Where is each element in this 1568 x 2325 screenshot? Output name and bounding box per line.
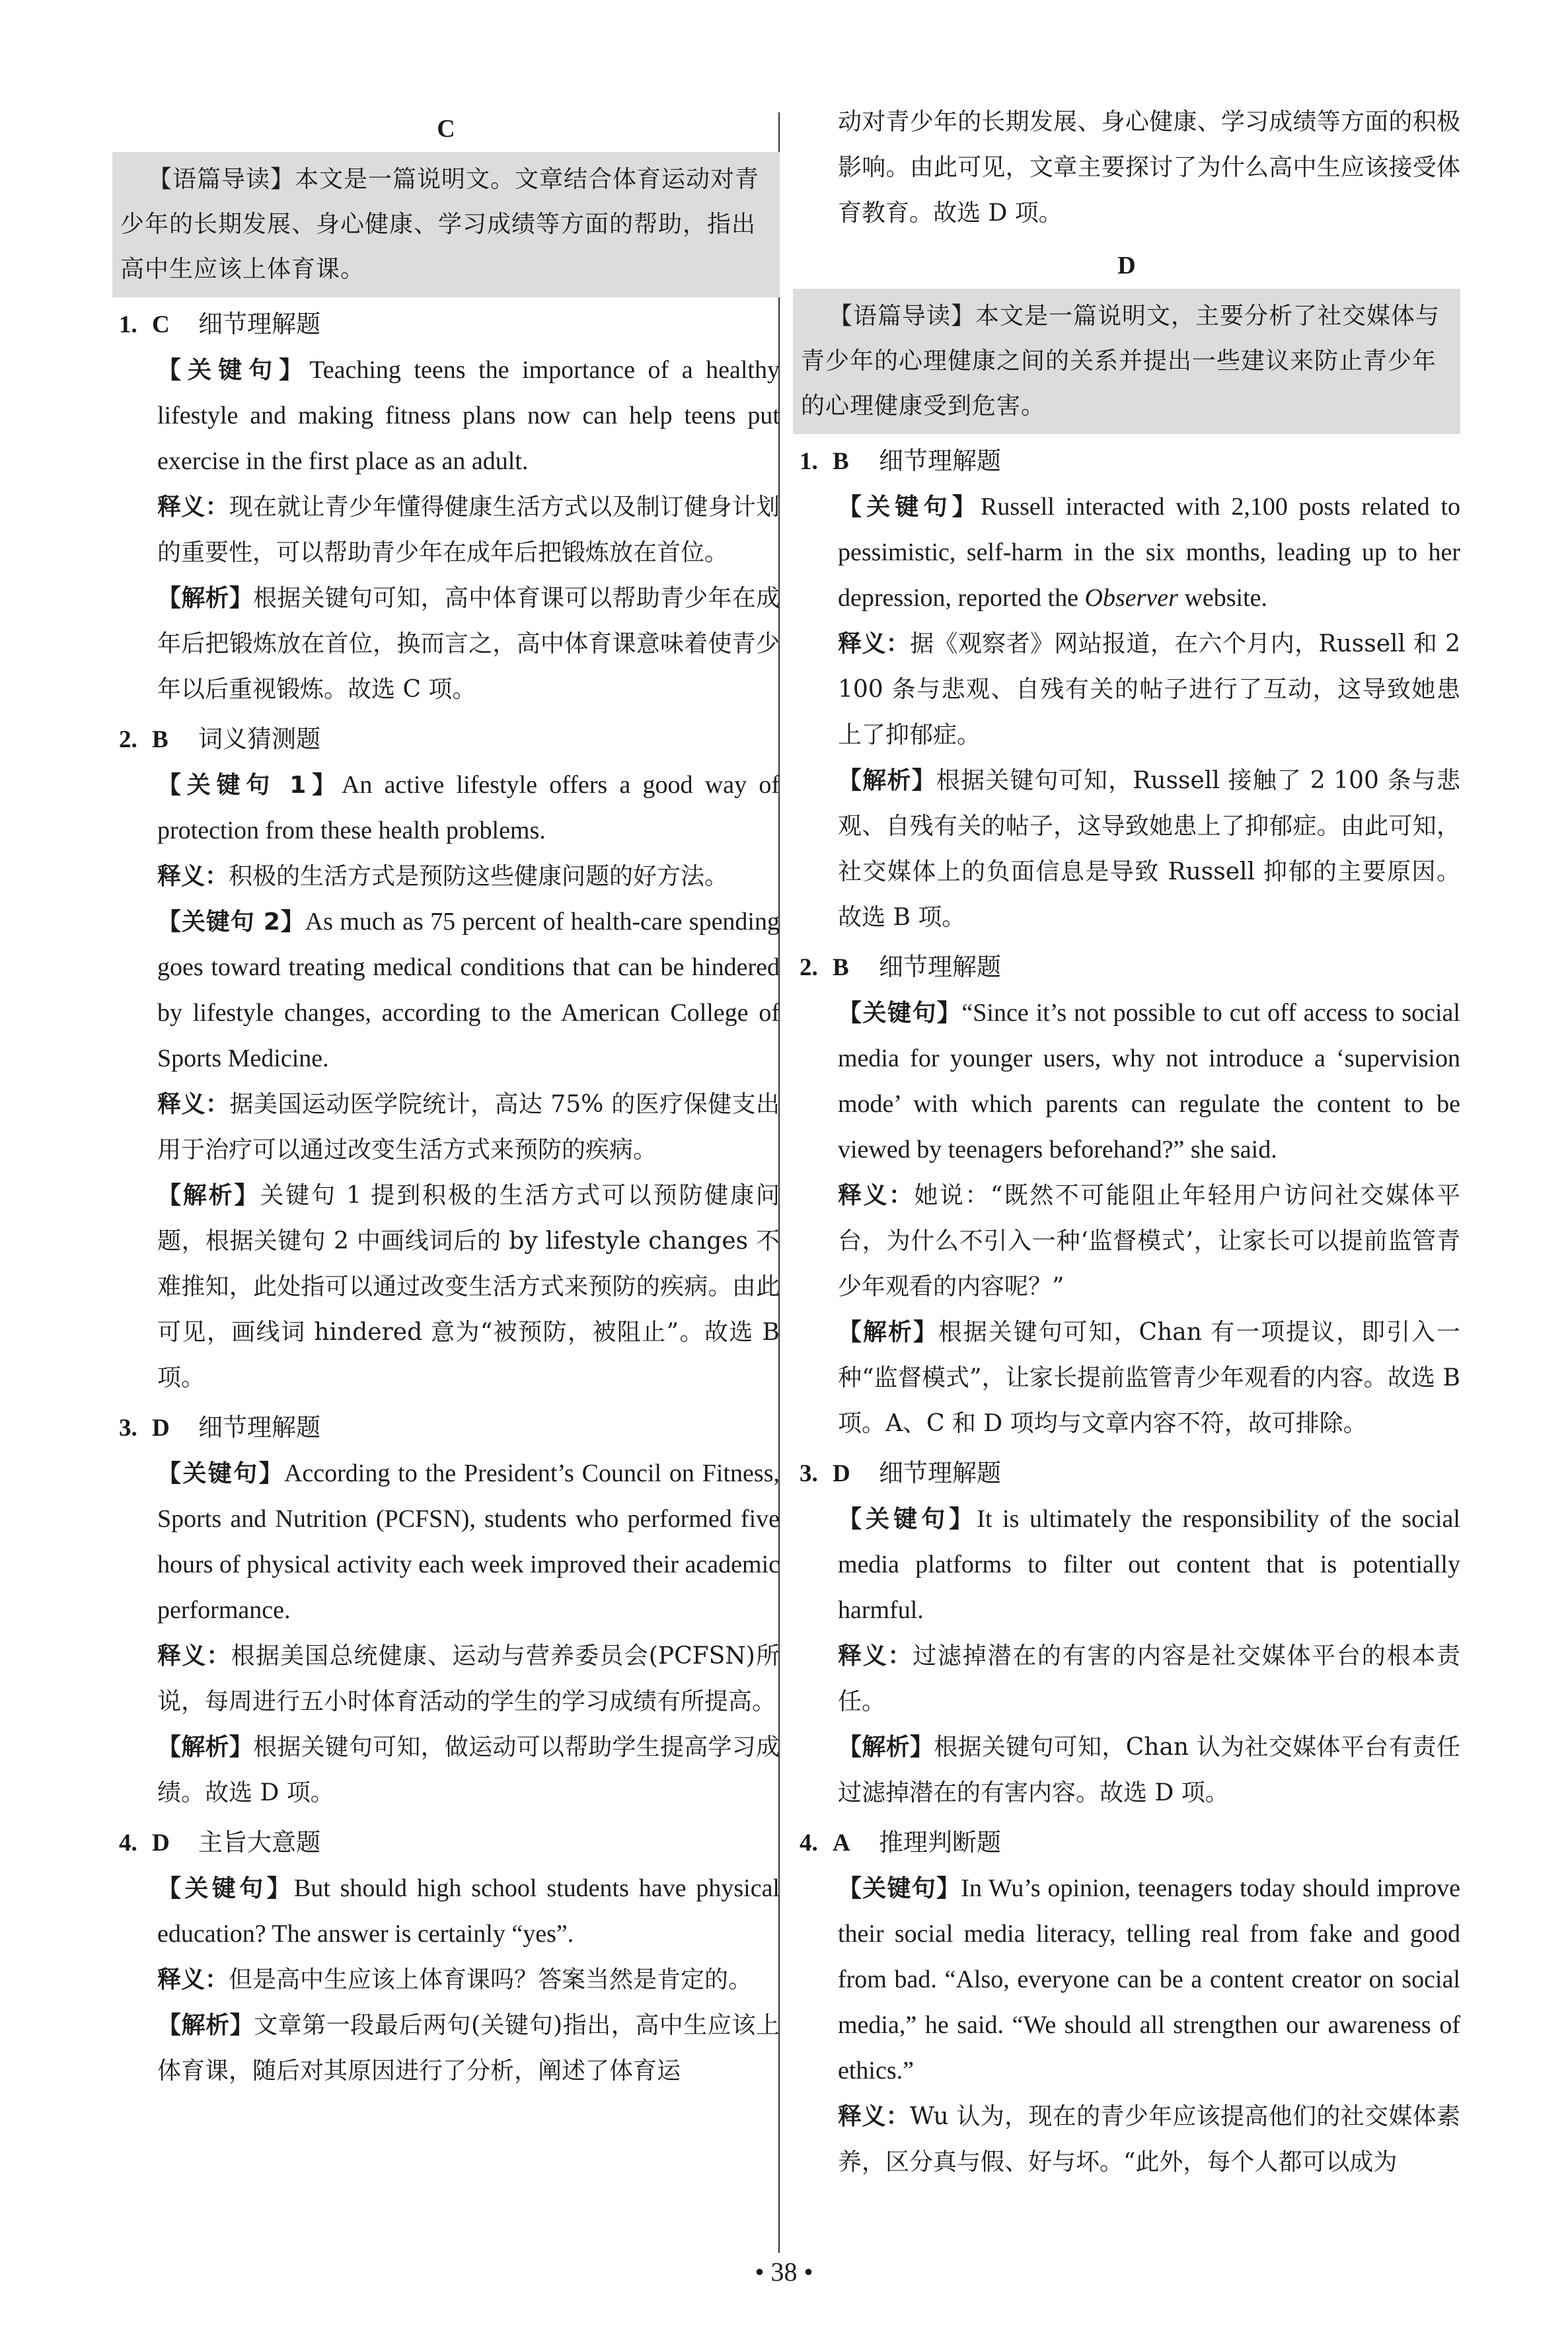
analysis: 【解析】关键句 1 提到积极的生活方式可以预防健康问题，根据关键句 2 中画线词后的 by lifestyle changes 不难推知，此处指可以通过改变生活方式来预防的疾病。由此可见，画线词 hindered 意为“被预防，被阻止”。故选 B 项。: [157, 1182, 780, 1391]
question-type: 细节理解题: [198, 310, 320, 338]
key-sentence: 【关键句】“Since it’s not possible to cut off access to social media for younger users, why not introduce a ‘supervision mode’ with which parents can regulate the content to be viewed by teenagers beforehand?” she said.: [838, 999, 1460, 1163]
explanation: 释义：过滤掉潜在的有害的内容是社交媒体平台的根本责任。: [838, 1642, 1460, 1715]
explanation: 释义：据《观察者》网站报道，在六个月内，Russell 和 2 100 条与悲观、自残有关的帖子进行了互动，这导致她患上了抑郁症。: [838, 630, 1460, 749]
question-type: 推理判断题: [879, 1828, 1001, 1857]
section-title-d: D: [1117, 252, 1136, 279]
analysis: 【解析】文章第一段最后两句(关键句)指出，高中生应该上体育课，随后对其原因进行了分析，阐述了体育运: [157, 2012, 780, 2085]
analysis: 【解析】根据关键句可知，做运动可以帮助学生提高学习成绩。故选 D 项。: [157, 1734, 780, 1806]
question-2: [793, 944, 1460, 1446]
key-sentence: 【关键句】According to the President’s Council on Fitness, Sports and Nutrition (PCFSN), students who performed five hours of physical activity each week improved their academic performance.: [157, 1459, 780, 1624]
answer: D: [833, 1460, 850, 1487]
question-header: 4. D 主旨大意题: [112, 1820, 780, 1866]
explanation: 释义：根据美国总统健康、运动与营养委员会(PCFSN)所说，每周进行五小时体育活动的学生的学习成绩有所提高。: [157, 1642, 780, 1715]
question-type: 细节理解题: [198, 1413, 320, 1442]
answer: B: [152, 726, 168, 753]
explanation-1: 释义：积极的生活方式是预防这些健康问题的好方法。: [157, 863, 729, 890]
question-type: 细节理解题: [879, 1459, 1001, 1487]
question-1: [112, 301, 780, 712]
answer: B: [833, 448, 849, 475]
key-sentence: 【关键句】But should high school students have physical education? The answer is certainly “yes”.: [157, 1874, 780, 1948]
question-4: [793, 1820, 1460, 2185]
section-title-c: C: [437, 115, 455, 143]
explanation: 释义：但是高中生应该上体育课吗？答案当然是肯定的。: [157, 1966, 753, 1993]
reading-guide-c: 【语篇导读】本文是一篇说明文。文章结合体育运动对青少年的长期发展、身心健康、学习成绩等方面的帮助，指出高中生应该上体育课。: [112, 152, 780, 297]
key-sentence-1: 【关键句 1】An active lifestyle offers a good way of protection from these health problems.: [157, 771, 780, 844]
question-2: [112, 716, 780, 1401]
answer: C: [152, 311, 170, 338]
key-sentence: 【关键句】Russell interacted with 2,100 posts related to pessimistic, self-harm in the six months, leading up to her depression, reported the Observer website.: [838, 493, 1460, 612]
page-number: • 38 •: [755, 2257, 813, 2287]
key-sentence: 【关键句】In Wu’s opinion, teenagers today should improve their social media literacy, telling real from fake and good from bad. “Also, everyone can be a content creator on social media,” he said. “We should all strengthen our awareness of ethics.”: [838, 1874, 1460, 2085]
question-type: 细节理解题: [879, 953, 1001, 981]
key-sentence-2: 【关键句 2】As much as 75 percent of health-care spending goes toward treating medical conditions that can be hindered by lifestyle changes, according to the American College of Sports Medicine.: [157, 908, 780, 1072]
question-type: 主旨大意题: [198, 1828, 320, 1857]
answer: D: [152, 1829, 170, 1857]
key-sentence: 【关键句】It is ultimately the responsibility of the social media platforms to filter out content that is potentially harmful.: [838, 1505, 1460, 1624]
question-type: 细节理解题: [879, 447, 1001, 475]
right-column: [793, 99, 1460, 2185]
question-header: 4. A 推理判断题: [793, 1820, 1460, 1866]
analysis: 【解析】根据关键句可知，Chan 有一项提议，即引入一种“监督模式”，让家长提前监管青少年观看的内容。故选 B 项。A、C 和 D 项均与文章内容不符，故可排除。: [838, 1319, 1460, 1437]
explanation: 释义：Wu 认为，现在的青少年应该提高他们的社交媒体素养，区分真与假、好与坏。“此外，每个人都可以成为: [838, 2103, 1460, 2176]
explanation-2: 释义：据美国运动医学院统计，高达 75% 的医疗保健支出用于治疗可以通过改变生活方式来预防的疾病。: [157, 1091, 780, 1163]
question-header: 1. B 细节理解题: [793, 438, 1460, 484]
answer: A: [833, 1829, 850, 1857]
key-sentence: 【关键句】Teaching teens the importance of a healthy lifestyle and making fitness plans now can help teens put exercise in the first place as an adult.: [157, 356, 780, 475]
question-header: 3. D 细节理解题: [112, 1405, 780, 1451]
reading-guide-d: 【语篇导读】本文是一篇说明文，主要分析了社交媒体与青少年的心理健康之间的关系并提出一些建议来防止青少年的心理健康受到危害。: [793, 289, 1460, 434]
question-3: [793, 1450, 1460, 1816]
question-4: [112, 1820, 780, 2094]
question-1: [793, 438, 1460, 940]
explanation: 释义：现在就让青少年懂得健康生活方式以及制订健身计划的重要性，可以帮助青少年在成年后把锻炼放在首位。: [157, 494, 780, 566]
left-column: [112, 99, 780, 2094]
analysis-continuation: 动对青少年的长期发展、身心健康、学习成绩等方面的积极影响。由此可见，文章主要探讨了为什么高中生应该接受体育教育。故选 D 项。: [838, 108, 1460, 227]
analysis: 【解析】根据关键句可知，Chan 认为社交媒体平台有责任过滤掉潜在的有害内容。故选 D 项。: [838, 1734, 1460, 1806]
answer: D: [152, 1415, 170, 1442]
analysis: 【解析】根据关键句可知，高中体育课可以帮助青少年在成年后把锻炼放在首位，换而言之，高中体育课意味着使青少年以后重视锻炼。故选 C 项。: [157, 585, 780, 703]
question-header: 3. D 细节理解题: [793, 1450, 1460, 1496]
answer: B: [833, 954, 849, 981]
question-header: 2. B 词义猜测题: [112, 716, 780, 762]
question-header: 2. B 细节理解题: [793, 944, 1460, 990]
explanation: 释义：她说：“既然不可能阻止年轻用户访问社交媒体平台，为什么不引入一种‘监督模式’，让家长可以提前监管青少年观看的内容呢？”: [838, 1182, 1460, 1300]
question-type: 词义猜测题: [198, 725, 320, 753]
question-3: [112, 1405, 780, 1816]
question-header: 1. C 细节理解题: [112, 301, 780, 348]
analysis: 【解析】根据关键句可知，Russell 接触了 2 100 条与悲观、自残有关的帖子，这导致她患上了抑郁症。由此可知，社交媒体上的负面信息是导致 Russell 抑郁的主要原因。故选 B 项。: [838, 767, 1460, 931]
